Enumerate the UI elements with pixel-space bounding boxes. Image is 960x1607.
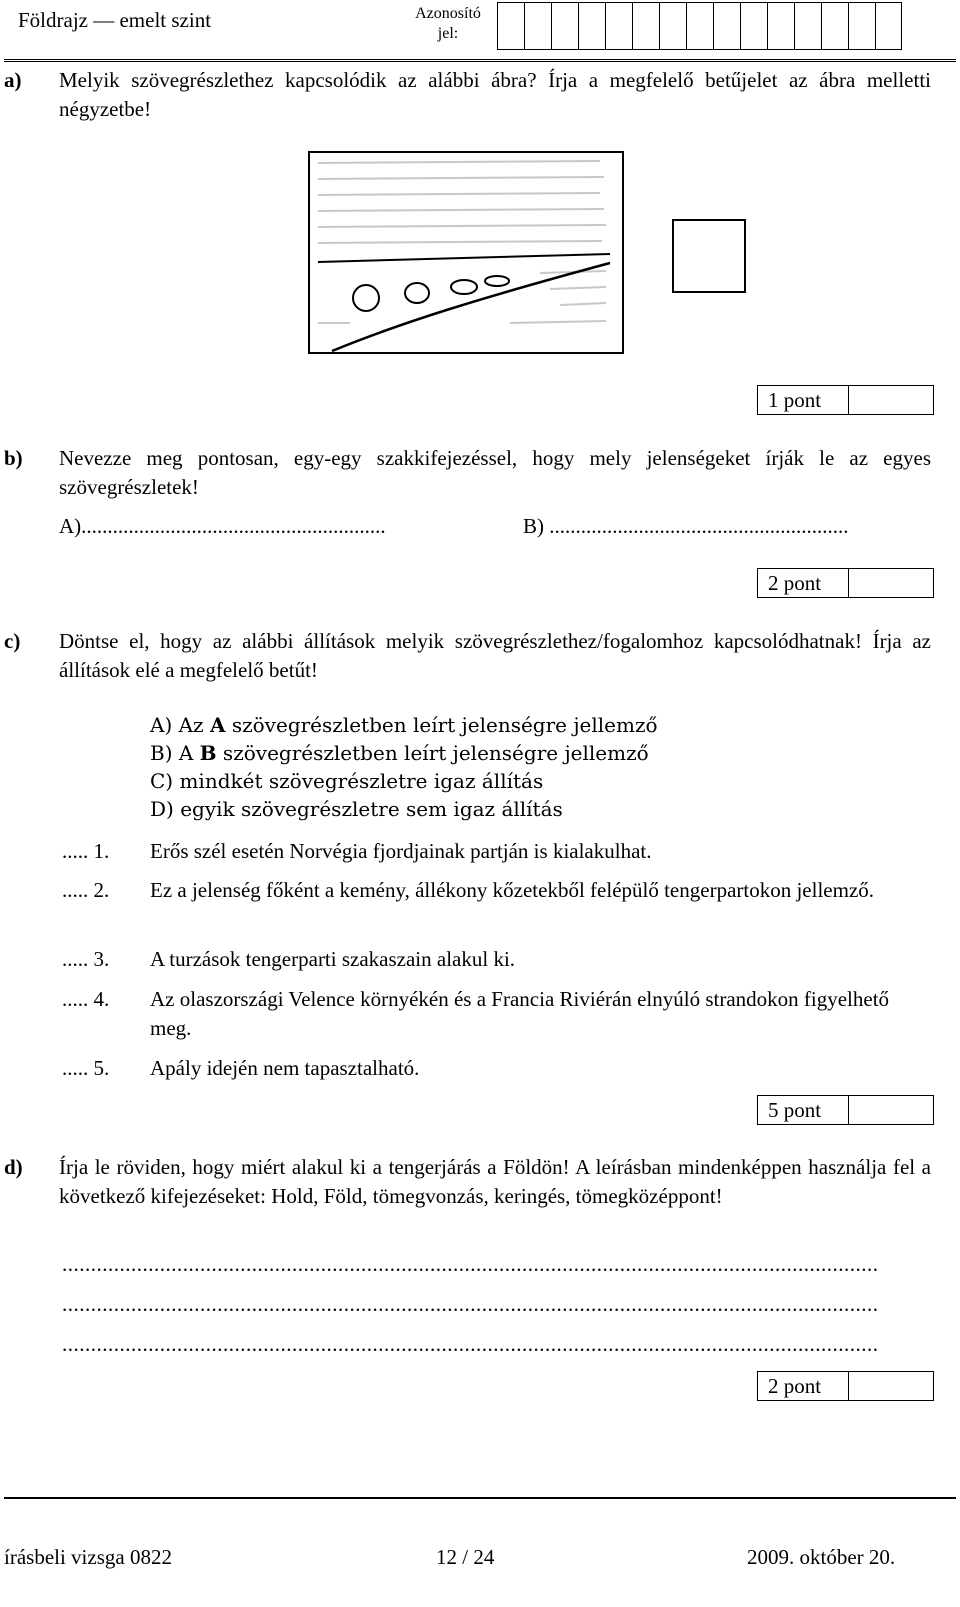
points-label: 5 pont <box>757 1095 849 1125</box>
question-c-text: Döntse el, hogy az alábbi állítások melyik szövegrészlethez/fogalomhoz kapcsolódhatnak! Írja az állítások elé a megfelelő betűt! <box>59 629 931 683</box>
id-label-line-2: jel: <box>437 25 459 42</box>
question-d-text: Írja le röviden, hogy miért alakul ki a tengerjárás a Földön! A leírásban mindenképpen használja fel a következő kifejezéseket: Hold, Föld, tömegvonzás, keringés, tömegközéppont! <box>59 1155 931 1209</box>
header-title: Földrajz — emelt szint <box>18 8 212 32</box>
answer-a-line[interactable]: A).......................................................... <box>59 514 386 538</box>
id-box[interactable] <box>794 2 821 50</box>
coast-figure-drawing <box>310 153 622 352</box>
footer-exam-label: írásbeli vizsga 0822 <box>4 1545 172 1569</box>
option-d: D) egyik szövegrészletre sem igaz állítás <box>150 797 563 821</box>
points-label: 2 pont <box>757 1371 849 1401</box>
question-a-text: Melyik szövegrészlethez kapcsolódik az alábbi ábra? Írja a megfelelő betűjelet az ábra melletti négyzetbe! <box>59 68 931 122</box>
footer-page-number: 12 / 24 <box>436 1545 495 1569</box>
header-divider <box>4 59 956 62</box>
statement-1-text: Erős szél esetén Norvégia fjordjainak partján is kialakulhat. <box>150 839 652 863</box>
option-c: C) mindkét szövegrészletre igaz állítás <box>150 769 544 793</box>
option-list <box>150 711 658 823</box>
answer-line-1[interactable]: .............................................................................................................................................. <box>62 1252 879 1276</box>
points-box-d <box>757 1371 934 1401</box>
question-a-letter: a) <box>4 68 22 92</box>
statement-3-text: A turzások tengerparti szakaszain alakul ki. <box>150 947 516 971</box>
id-box[interactable] <box>767 2 794 50</box>
id-box[interactable] <box>551 2 578 50</box>
id-box[interactable] <box>875 2 902 50</box>
id-box[interactable] <box>659 2 686 50</box>
id-box[interactable] <box>821 2 848 50</box>
points-box-b <box>757 568 934 598</box>
points-input[interactable] <box>849 568 934 598</box>
points-box-a <box>757 385 934 415</box>
statement-1-blank[interactable]: ..... 1. <box>62 839 110 863</box>
points-label: 2 pont <box>757 568 849 598</box>
statement-2-blank[interactable]: ..... 2. <box>62 878 110 902</box>
answer-line-2[interactable]: .............................................................................................................................................. <box>62 1292 879 1316</box>
points-box-c <box>757 1095 934 1125</box>
id-box[interactable] <box>740 2 767 50</box>
points-label: 1 pont <box>757 385 849 415</box>
answer-b-line[interactable]: B) ......................................................... <box>523 514 849 538</box>
id-box[interactable] <box>632 2 659 50</box>
points-input[interactable] <box>849 1371 934 1401</box>
points-input[interactable] <box>849 385 934 415</box>
id-box[interactable] <box>848 2 875 50</box>
statement-3-blank[interactable]: ..... 3. <box>62 947 110 971</box>
option-b: B) A B szövegrészletben leírt jelenségre jellemző <box>150 741 649 765</box>
id-box[interactable] <box>713 2 740 50</box>
points-input[interactable] <box>849 1095 934 1125</box>
question-d-letter: d) <box>4 1155 23 1179</box>
statement-5-blank[interactable]: ..... 5. <box>62 1056 110 1080</box>
question-c-letter: c) <box>4 629 21 653</box>
id-box[interactable] <box>605 2 632 50</box>
answer-square[interactable] <box>672 219 746 293</box>
id-boxes <box>497 2 902 50</box>
footer-divider <box>4 1497 956 1499</box>
question-b-letter: b) <box>4 446 23 470</box>
id-box[interactable] <box>497 2 524 50</box>
id-box[interactable] <box>686 2 713 50</box>
statement-4-blank[interactable]: ..... 4. <box>62 987 110 1011</box>
option-a: A) Az A szövegrészletben leírt jelenségre jellemző <box>150 713 658 737</box>
id-box[interactable] <box>578 2 605 50</box>
answer-line-3[interactable]: .............................................................................................................................................. <box>62 1332 879 1356</box>
statement-5-text: Apály idején nem tapasztalható. <box>150 1056 420 1080</box>
statement-4-text: Az olaszországi Velence környékén és a Francia Riviérán elnyúló strandokon figyelhető meg. <box>150 987 890 1041</box>
question-b-text: Nevezze meg pontosan, egy-egy szakkifejezéssel, hogy mely jelenségeket írják le az egyes szövegrészletek! <box>59 446 931 500</box>
id-label <box>408 4 488 44</box>
coast-figure <box>308 151 624 354</box>
id-label-line-1: Azonosító <box>415 5 481 22</box>
statement-2-text: Ez a jelenség főként a kemény, állékony kőzetekből felépülő tengerpartokon jellemző. <box>150 878 875 902</box>
footer-date: 2009. október 20. <box>747 1545 896 1569</box>
id-box[interactable] <box>524 2 551 50</box>
